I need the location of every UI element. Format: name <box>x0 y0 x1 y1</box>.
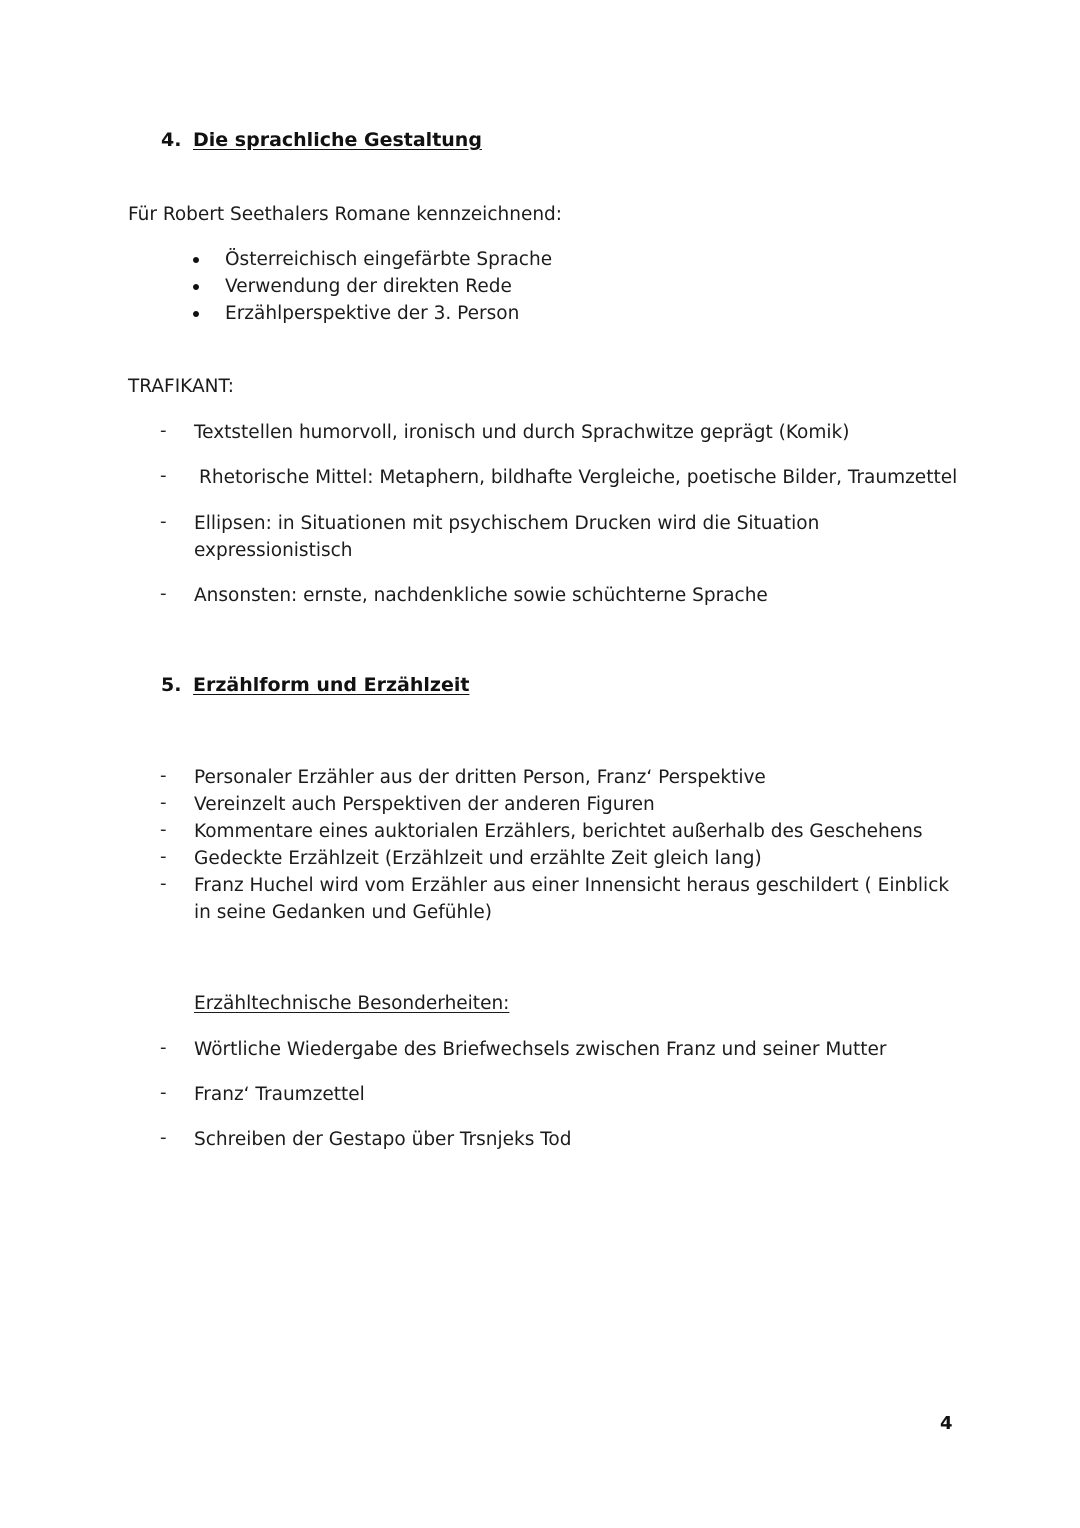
dash-marker: - <box>160 1037 167 1058</box>
bullet-item: Erzählperspektive der 3. Person <box>225 303 520 324</box>
dash-marker: - <box>160 1127 167 1148</box>
list-item: Gedeckte Erzählzeit (Erzählzeit und erzählte Zeit gleich lang) <box>194 848 762 869</box>
page-number: 4 <box>940 1413 953 1434</box>
section-5-number: 5. <box>161 674 182 696</box>
list-item: Personaler Erzähler aus der dritten Person, Franz‘ Perspektive <box>194 767 766 788</box>
list-item: Ansonsten: ernste, nachdenkliche sowie schüchterne Sprache <box>194 585 768 606</box>
list-item: Kommentare eines auktorialen Erzählers, berichtet außerhalb des Geschehens <box>194 821 923 842</box>
dash-marker: - <box>160 792 167 813</box>
section-4-number: 4. <box>161 129 182 151</box>
section-4-intro: Für Robert Seethalers Romane kennzeichnend: <box>128 204 563 225</box>
bullet-dot-icon <box>193 284 199 290</box>
dash-marker: - <box>160 465 167 486</box>
dash-marker: - <box>160 583 167 604</box>
trafikant-subheading: TRAFIKANT: <box>128 376 234 397</box>
section-4-title: Die sprachliche Gestaltung <box>193 129 482 151</box>
section-5-heading <box>161 674 469 696</box>
dash-marker: - <box>160 765 167 786</box>
section-4-heading <box>161 129 482 151</box>
dash-marker: - <box>160 846 167 867</box>
bullet-item: Verwendung der direkten Rede <box>225 276 512 297</box>
dash-marker: - <box>160 420 167 441</box>
list-item: Rhetorische Mittel: Metaphern, bildhafte Vergleiche, poetische Bilder, Traumzettel <box>199 467 958 488</box>
list-item: Ellipsen: in Situationen mit psychischem Drucken wird die Situation expressionistisch <box>194 513 820 561</box>
special-features-subheading: Erzähltechnische Besonderheiten: <box>194 993 510 1014</box>
list-item: Schreiben der Gestapo über Trsnjeks Tod <box>194 1129 572 1150</box>
dash-marker: - <box>160 1082 167 1103</box>
list-item: Textstellen humorvoll, ironisch und durch Sprachwitze geprägt (Komik) <box>194 422 850 443</box>
bullet-dot-icon <box>193 311 199 317</box>
section-5-title: Erzählform und Erzählzeit <box>193 674 470 696</box>
bullet-item: Österreichisch eingefärbte Sprache <box>225 249 553 270</box>
list-item: Franz Huchel wird vom Erzähler aus einer Innensicht heraus geschildert ( Einblick in seine Gedanken und Gefühle) <box>194 875 950 923</box>
bullet-dot-icon <box>193 257 199 263</box>
dash-marker: - <box>160 873 167 894</box>
list-item: Franz‘ Traumzettel <box>194 1084 365 1105</box>
list-item: Wörtliche Wiedergabe des Briefwechsels zwischen Franz und seiner Mutter <box>194 1039 887 1060</box>
dash-marker: - <box>160 819 167 840</box>
list-item: Vereinzelt auch Perspektiven der anderen Figuren <box>194 794 655 815</box>
dash-marker: - <box>160 511 167 532</box>
